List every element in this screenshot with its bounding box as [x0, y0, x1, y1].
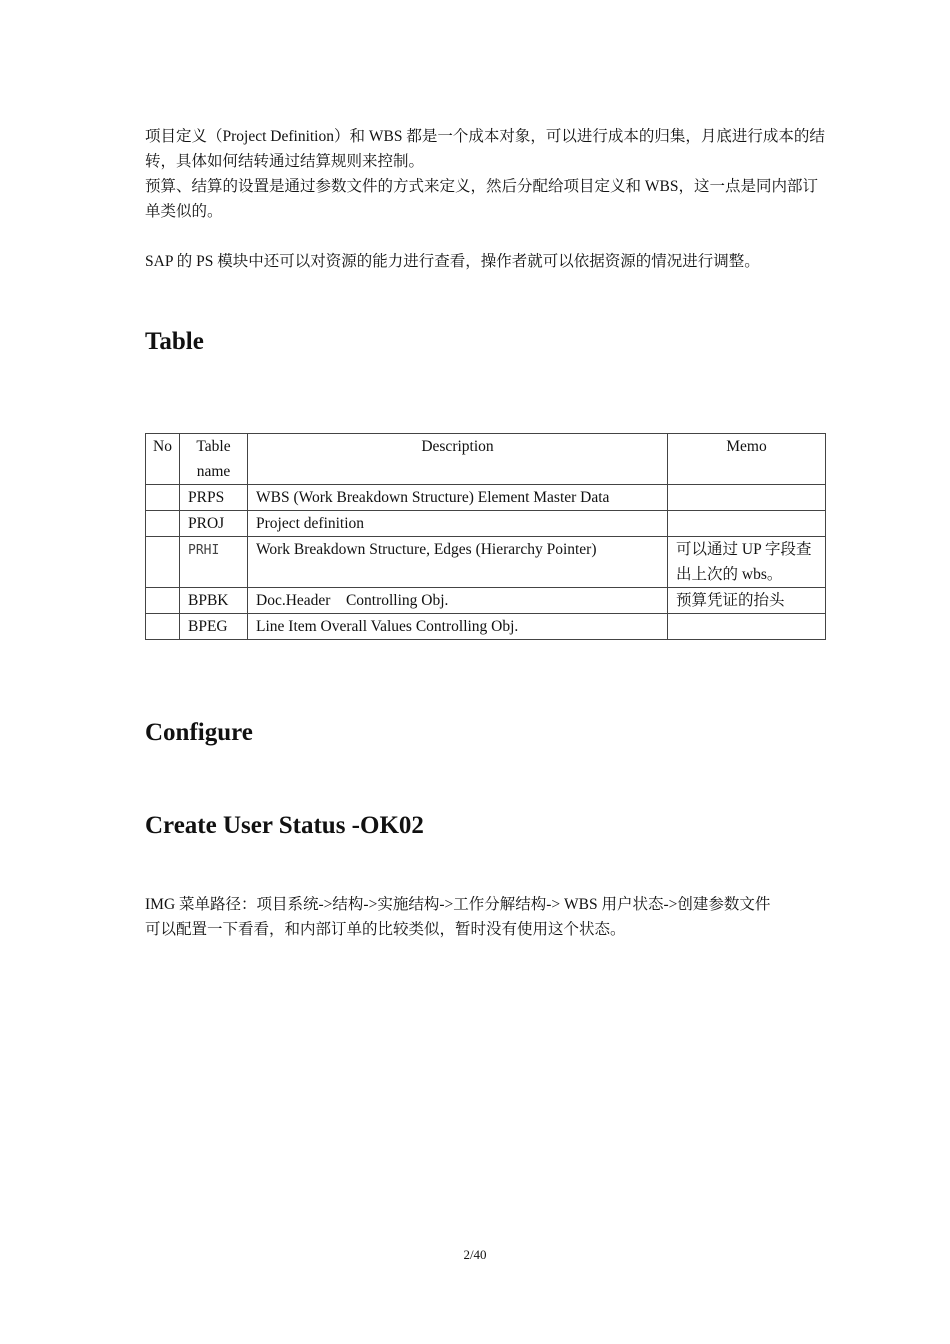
table-row [146, 511, 826, 537]
table-row [146, 614, 826, 640]
intro-paragraph-3: SAP 的 PS 模块中还可以对资源的能力进行查看，操作者就可以依据资源的情况进行调整。 [145, 253, 760, 270]
cell-no [146, 588, 180, 614]
table-container [145, 433, 825, 640]
cell-description: Work Breakdown Structure, Edges (Hierarchy Pointer) [248, 537, 668, 588]
cell-memo [668, 511, 826, 537]
cell-description: Doc.Header Controlling Obj. [248, 588, 668, 614]
cell-description: Line Item Overall Values Controlling Obj. [248, 614, 668, 640]
create-user-status-heading: Create User Status -OK02 [145, 812, 424, 839]
table-row [146, 485, 826, 511]
column-header-no: No [146, 434, 180, 485]
img-menu-path-paragraph: IMG 菜单路径：项目系统->结构->实施结构->工作分解结构-> WBS 用户状态->创建参数文件 [145, 896, 771, 913]
blank-line [145, 224, 825, 249]
intro-paragraph-1: 项目定义（Project Definition）和 WBS 都是一个成本对象，可以进行成本的归集，月底进行成本的结转，具体如何结转通过结算规则来控制。 [145, 128, 825, 170]
cell-table-name: PRPS [180, 485, 248, 511]
cell-description: Project definition [248, 511, 668, 537]
column-header-table-name: Table name [180, 434, 248, 485]
column-header-description: Description [248, 434, 668, 485]
configure-note-paragraph: 可以配置一下看看，和内部订单的比较类似，暂时没有使用这个状态。 [145, 921, 626, 938]
cell-table-name [180, 537, 248, 588]
sap-tables-table [145, 433, 826, 640]
cell-no [146, 537, 180, 588]
page-number: 2/40 [463, 1247, 487, 1262]
cell-table-name-text: PRHI [188, 543, 220, 558]
page-content [145, 124, 825, 942]
table-header-row [146, 434, 826, 485]
cell-memo [668, 485, 826, 511]
cell-table-name: BPBK [180, 588, 248, 614]
intro-paragraph-2: 预算、结算的设置是通过参数文件的方式来定义，然后分配给项目定义和 WBS，这一点是同内部订单类似的。 [145, 178, 818, 220]
configure-section-heading: Configure [145, 719, 253, 746]
cell-memo: 可以通过 UP 字段查出上次的 wbs。 [668, 537, 826, 588]
column-header-memo: Memo [668, 434, 826, 485]
cell-table-name: BPEG [180, 614, 248, 640]
table-row [146, 537, 826, 588]
table-row [146, 588, 826, 614]
cell-memo: 预算凭证的抬头 [668, 588, 826, 614]
table-section-heading: Table [145, 328, 204, 355]
cell-table-name: PROJ [180, 511, 248, 537]
cell-no [146, 485, 180, 511]
cell-description: WBS (Work Breakdown Structure) Element Master Data [248, 485, 668, 511]
cell-no [146, 511, 180, 537]
cell-memo [668, 614, 826, 640]
cell-no [146, 614, 180, 640]
